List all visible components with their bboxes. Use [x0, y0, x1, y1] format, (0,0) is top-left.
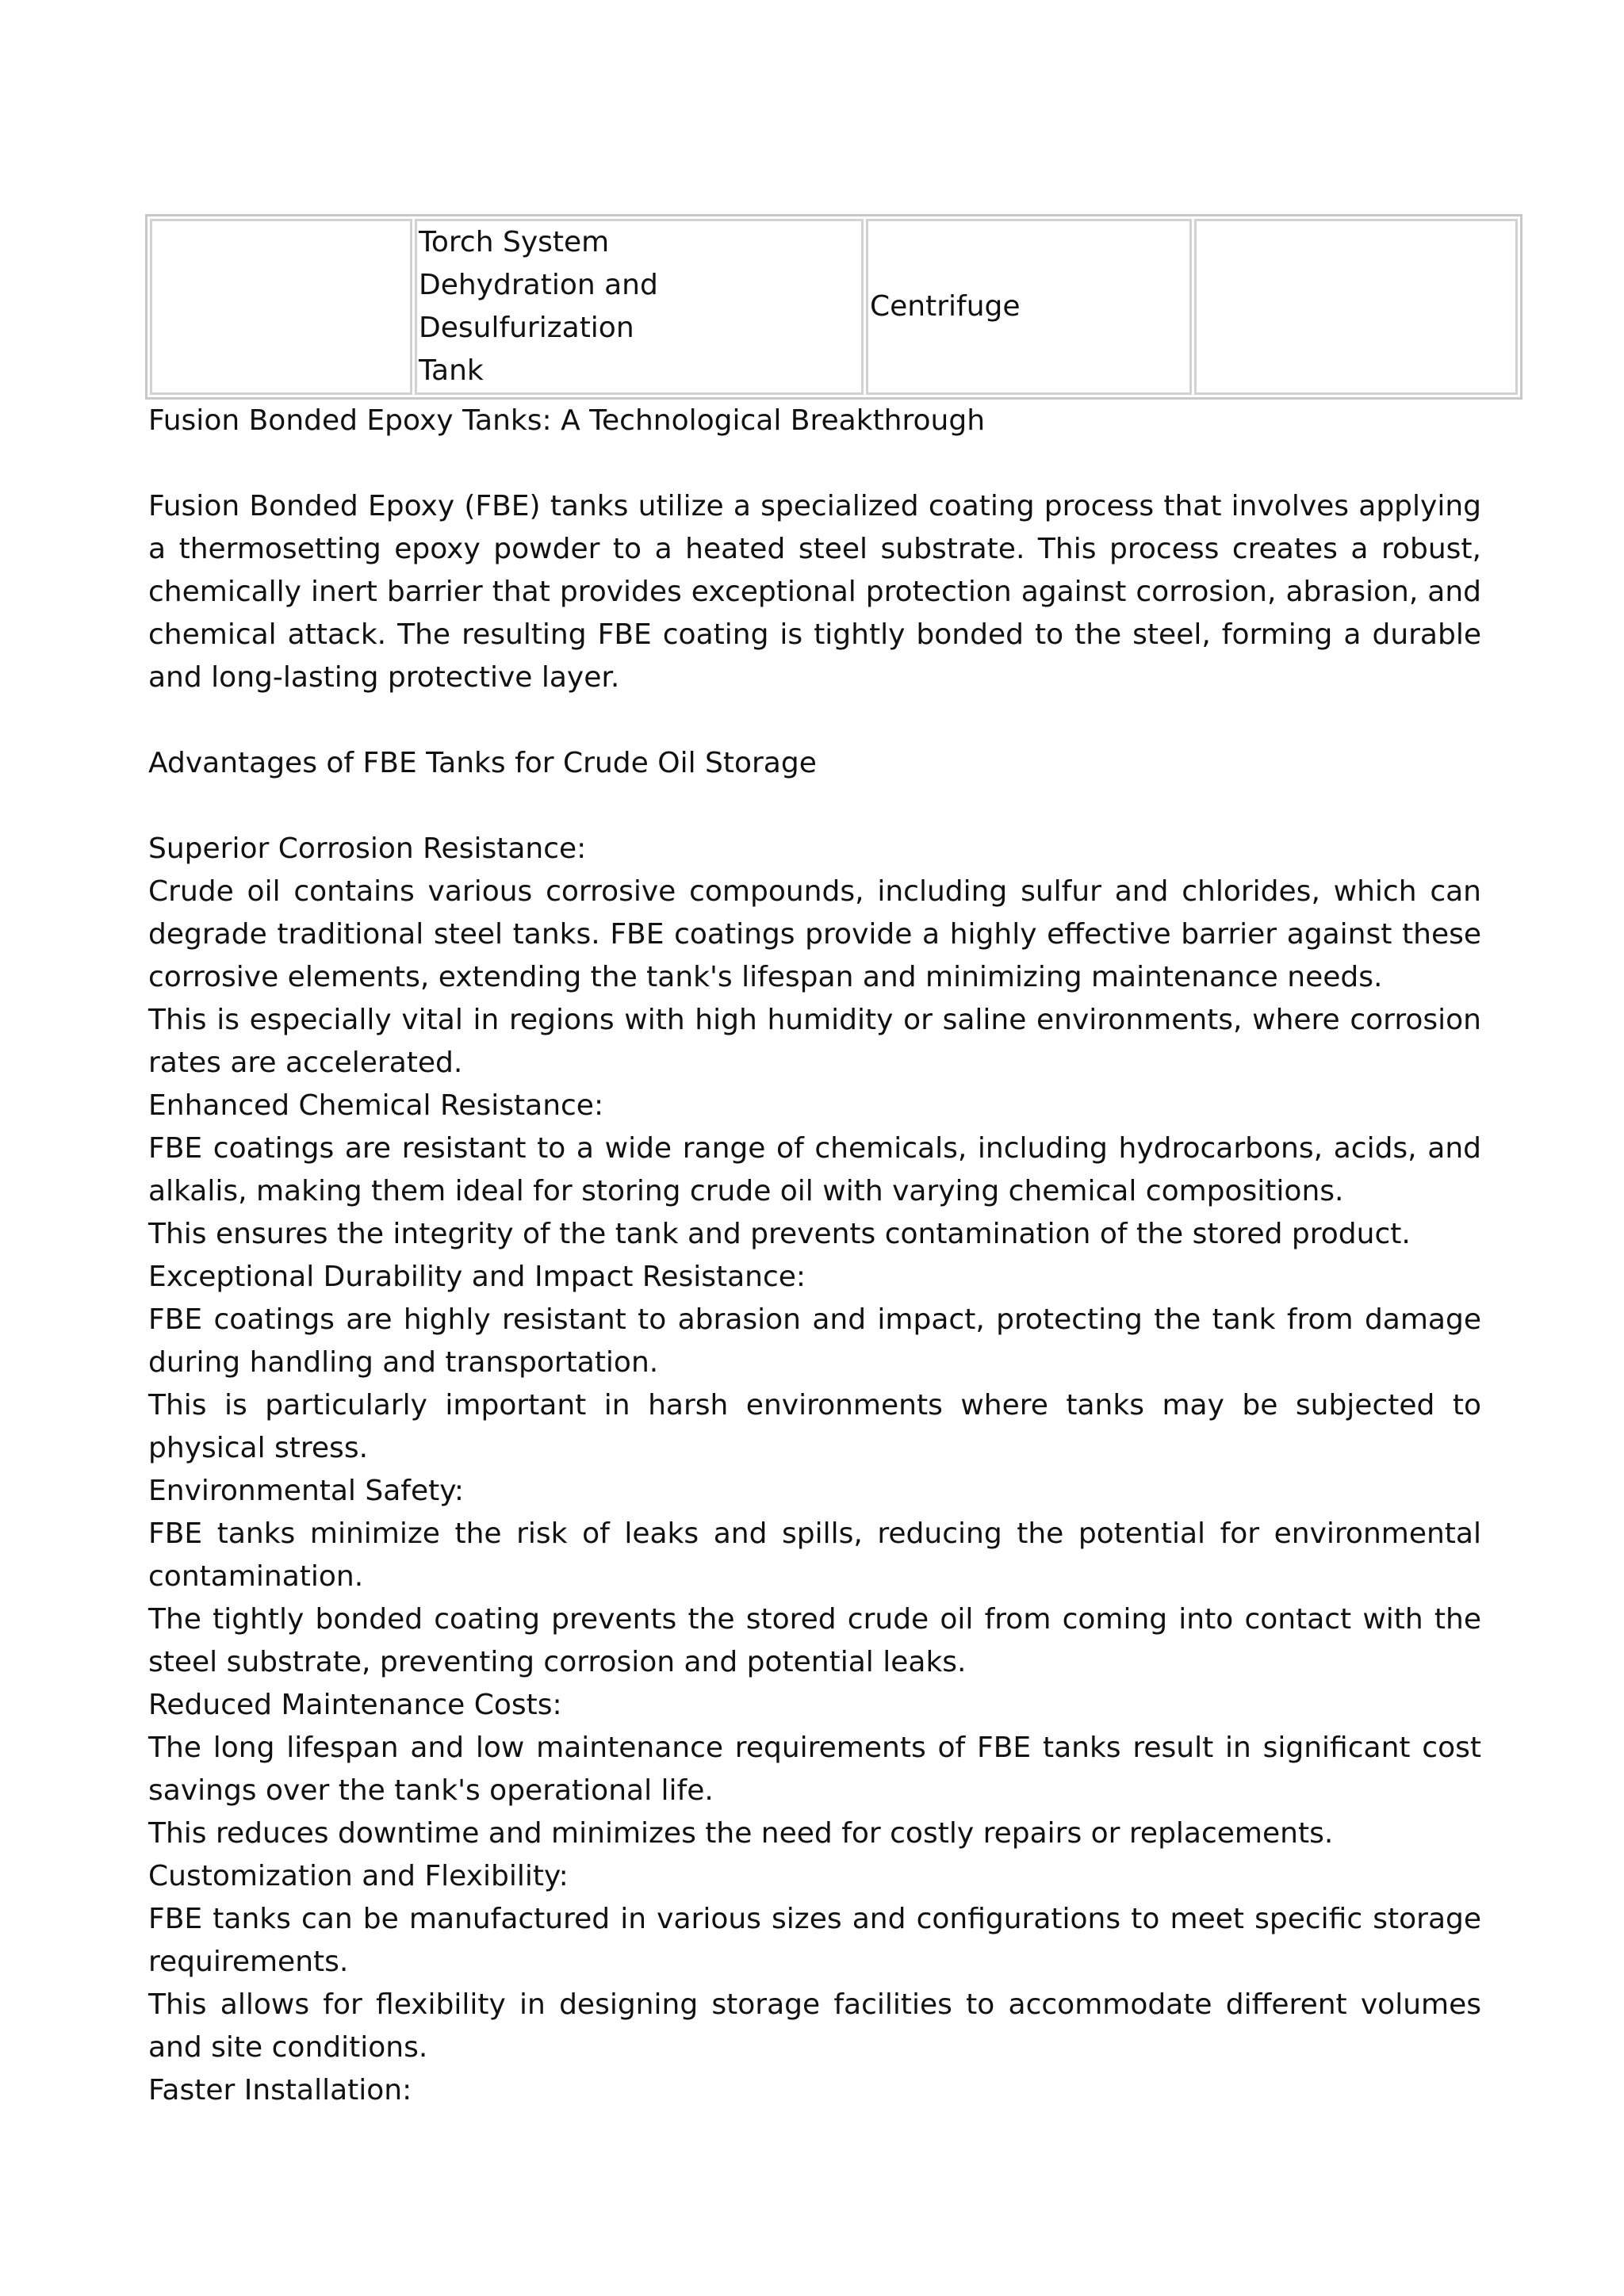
advantage-title: Enhanced Chemical Resistance:	[148, 1089, 604, 1122]
advantage-title: Exceptional Durability and Impact Resistance:	[148, 1261, 806, 1293]
advantage-point: Crude oil contains various corrosive compounds, including sulfur and chlorides, which can degrade traditional steel tanks. FBE coatings provide a highly effective barrier against these corrosive elements, extending the tank's lifespan and minimizing maintenance needs.	[148, 875, 1481, 993]
advantage-point: The tightly bonded coating prevents the stored crude oil from coming into contact with the steel substrate, preventing corrosion and potential leaks.	[148, 1603, 1481, 1678]
table-row	[150, 219, 1518, 395]
intro-paragraph: Fusion Bonded Epoxy (FBE) tanks utilize a specialized coating process that involves applying a thermosetting epoxy powder to a heated steel substrate. This process creates a robust, chemically inert barrier that provides exceptional protection against corrosion, abrasion, and chemical attack. The resulting FBE coating is tightly bonded to the steel, forming a durable and long-lasting protective layer.	[148, 490, 1481, 694]
table-cell	[150, 219, 412, 395]
document-page	[148, 214, 1481, 2112]
advantage-point: This is particularly important in harsh environments where tanks may be subjected to physical stress.	[148, 1389, 1481, 1464]
advantage-title: Environmental Safety:	[148, 1475, 465, 1507]
table-cell: Centrifuge	[866, 219, 1192, 395]
table-cell	[1194, 219, 1518, 395]
advantage-title: Reduced Maintenance Costs:	[148, 1689, 562, 1721]
equipment-table	[145, 214, 1522, 400]
advantage-point: This ensures the integrity of the tank and prevents contamination of the stored product.	[148, 1218, 1411, 1250]
advantage-point: FBE coatings are resistant to a wide range of chemicals, including hydrocarbons, acids, and alkalis, making them ideal for storing crude oil with varying chemical compositions.	[148, 1132, 1481, 1207]
advantage-point: This allows for flexibility in designing storage facilities to accommodate different volumes and site conditions.	[148, 1988, 1481, 2064]
document-body	[148, 400, 1481, 2112]
advantage-point: FBE tanks can be manufactured in various sizes and configurations to meet specific storage requirements.	[148, 1903, 1481, 1978]
advantage-point: This is especially vital in regions with high humidity or saline environments, where corrosion rates are accelerated.	[148, 1004, 1481, 1079]
table-cell: Torch System Dehydration and Desulfurization Tank	[415, 219, 864, 395]
advantage-title: Superior Corrosion Resistance:	[148, 832, 587, 865]
advantage-point: The long lifespan and low maintenance requirements of FBE tanks result in significant cost savings over the tank's operational life.	[148, 1732, 1481, 1807]
advantages-heading: Advantages of FBE Tanks for Crude Oil Storage	[148, 747, 817, 779]
advantage-title: Customization and Flexibility:	[148, 1860, 569, 1892]
advantage-point: FBE coatings are highly resistant to abrasion and impact, protecting the tank from damage during handling and transportation.	[148, 1303, 1481, 1379]
advantage-point: FBE tanks minimize the risk of leaks and spills, reducing the potential for environmental contamination.	[148, 1517, 1481, 1593]
advantage-point: This reduces downtime and minimizes the need for costly repairs or replacements.	[148, 1817, 1334, 1850]
section-heading: Fusion Bonded Epoxy Tanks: A Technological Breakthrough	[148, 404, 986, 437]
advantage-title: Faster Installation:	[148, 2074, 412, 2107]
